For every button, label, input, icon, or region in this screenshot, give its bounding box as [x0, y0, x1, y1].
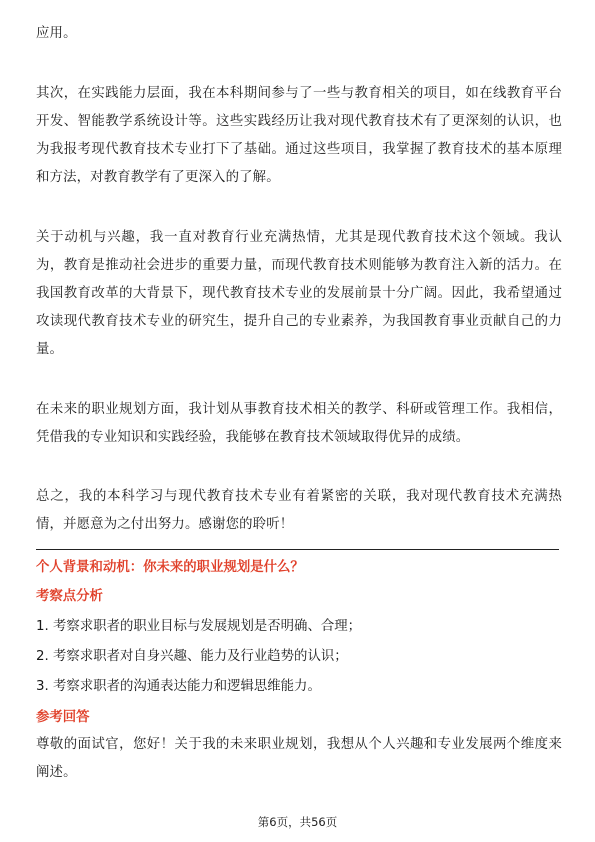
page-number: 第6页，共56页	[257, 815, 338, 829]
answer-heading: 参考回答	[36, 710, 90, 725]
paragraph-continuation: 应用。	[36, 26, 77, 41]
analysis-point: 1. 考察求职者的职业目标与发展规划是否明确、合理；	[36, 619, 362, 634]
analysis-point: 2. 考察求职者对自身兴趣、能力及行业趋势的认识；	[36, 649, 348, 664]
question-title: 个人背景和动机：你未来的职业规划是什么？	[36, 560, 304, 575]
paragraph-career-plan: 在未来的职业规划方面，我计划从事教育技术相关的教学、科研或管理工作。我相信，凭借我的专业知识和实践经验，我能够在教育技术领域取得优异的成绩。	[36, 402, 562, 445]
analysis-point: 3. 考察求职者的沟通表达能力和逻辑思维能力。	[36, 679, 321, 694]
paragraph-practice: 其次，在实践能力层面，我在本科期间参与了一些与教育相关的项目，如在线教育平台开发、智能教学系统设计等。这些实践经历让我对现代教育技术有了更深刻的认识，也为我报考现代教育技术专业打下了基础。通过这些项目，我掌握了教育技术的基本原理和方法，对教育教学有了更深入的了解。	[36, 86, 562, 185]
answer-paragraph: 尊敬的面试官，您好！关于我的未来职业规划，我想从个人兴趣和专业发展两个维度来阐述。	[36, 737, 562, 780]
analysis-heading: 考察点分析	[36, 589, 103, 604]
paragraph-conclusion: 总之，我的本科学习与现代教育技术专业有着紧密的关联，我对现代教育技术充满热情，并愿意为之付出努力。感谢您的聆听！	[36, 489, 562, 532]
paragraph-motivation: 关于动机与兴趣，我一直对教育行业充满热情，尤其是现代教育技术这个领域。我认为，教育是推动社会进步的重要力量，而现代教育技术则能够为教育注入新的活力。在我国教育改革的大背景下，现代教育技术专业的发展前景十分广阔。因此，我希望通过攻读现代教育技术专业的研究生，提升自己的专业素养，为我国教育事业贡献自己的力量。	[36, 230, 562, 357]
section-divider	[36, 549, 559, 550]
